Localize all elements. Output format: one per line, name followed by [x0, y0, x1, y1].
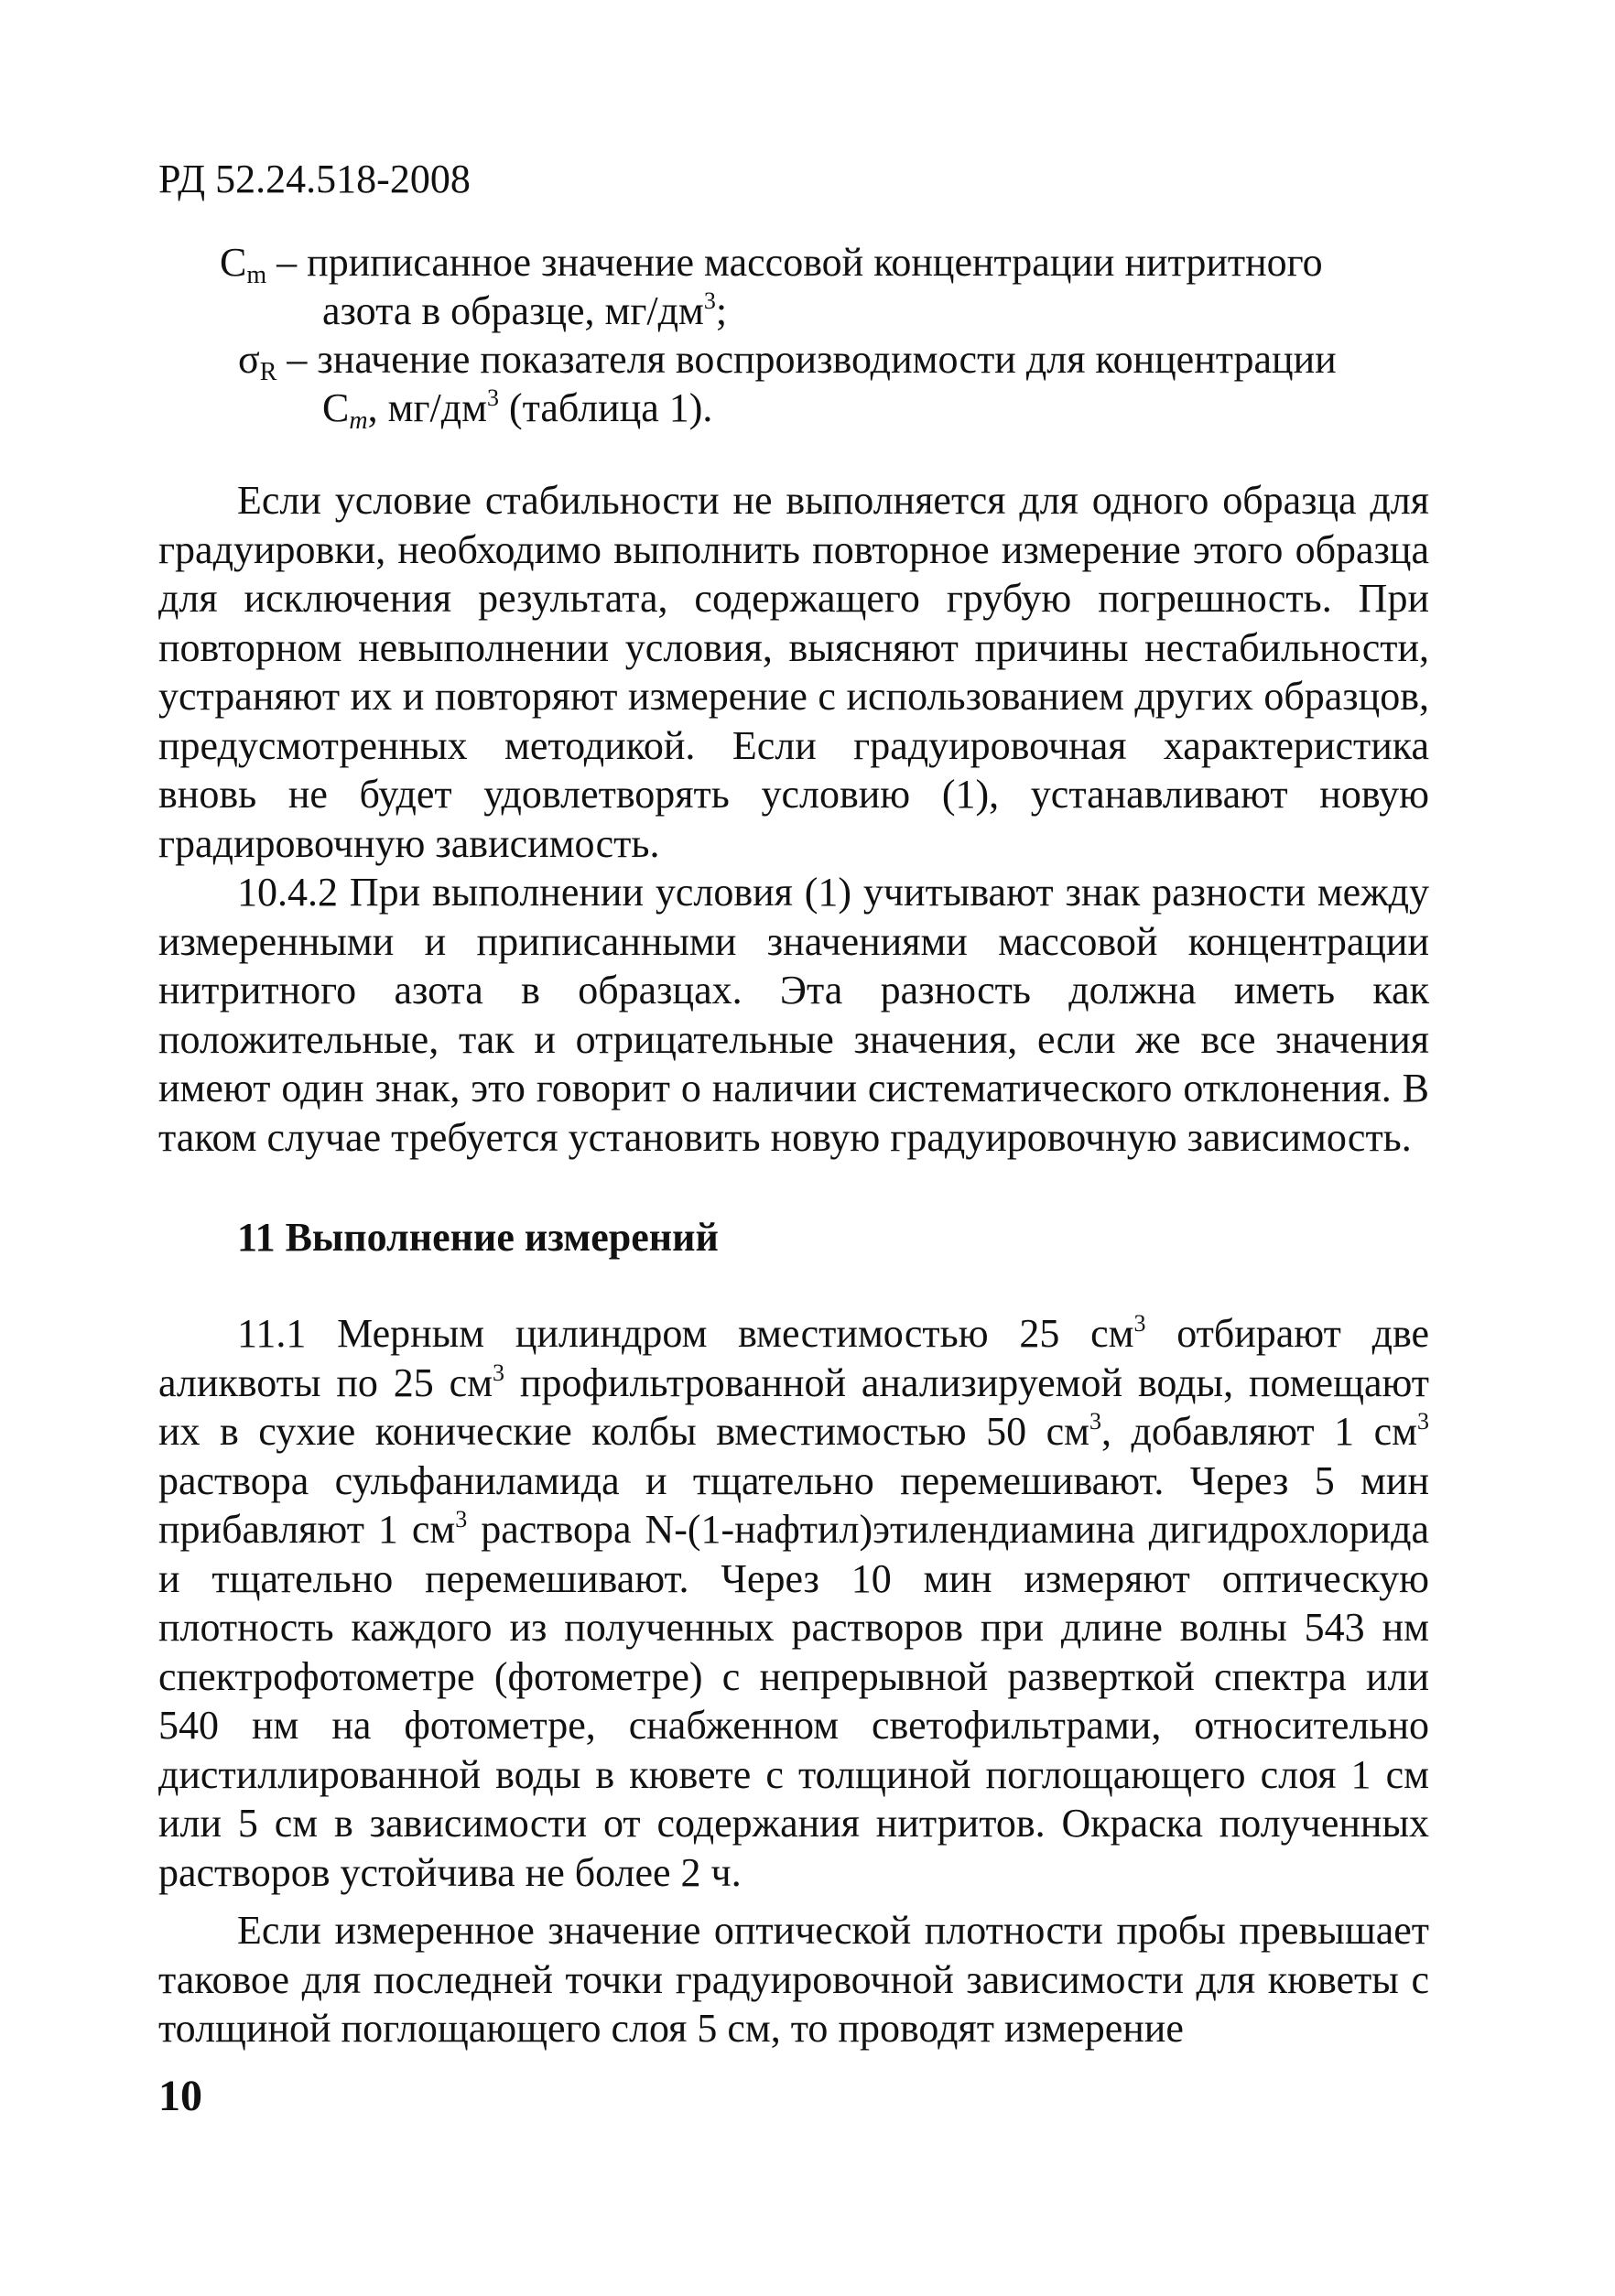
main-text	[158, 476, 1429, 2053]
definition-cm: $C_m$ – приписанное значение массовой концентрации нитритного азота в образце, $мг/дм^3$;	[220, 238, 1428, 335]
section-heading: 11 Выполнение измерений	[237, 1215, 719, 1260]
paragraph-gap	[158, 1897, 1429, 1906]
variable-definitions	[220, 238, 1428, 435]
page-number: 10	[158, 2072, 202, 2120]
paragraph-10-4-2: 10.4.2 При выполнении условия (1) учитывают знак разности между измеренными и приписанными значениями массовой концентрации нитритного азота в образцах. Эта разность должна иметь как положительные, так и отрицательные значения, если же все значения имеют один знак, это говорит о наличии систематического отклонения. В таком случае требуется установить новую градуировочную зависимость.	[158, 870, 1429, 1160]
document-code-header: РД 52.24.518-2008	[158, 157, 471, 201]
symbol-cm: $C_m$	[220, 240, 267, 289]
definition-cm-cont: азота в образце, $мг/дм^3$;	[322, 287, 728, 333]
definition-sigma-cont: $C_m$, $мг/дм^3$ (таблица 1).	[322, 384, 713, 435]
paragraph-stability: Если условие стабильности не выполняется для одного образца для градуировки, необходимо выполнить повторное измерение этого образца для исключения результата, содержащего грубую погрешность. При повторном невыполнении условия, выясняют причины нестабильности, устраняют их и повторяют измерение с использованием других образцов, предусмотренных методикой. Если градуировочная характеристика вновь не будет удовлетворять условию (1), устанавливают новую градировочную зависимость.	[158, 478, 1429, 866]
definition-sigma-text: значение показателя воспроизводимости для концентрации	[317, 337, 1337, 382]
definition-sigma: $\sigma_R$ – значение показателя воспроизводимости для концентрации $C_m$, $мг/дм^3$ (таблица 1).	[220, 335, 1428, 432]
definition-cm-text: приписанное значение массовой концентрации нитритного	[307, 240, 1323, 285]
paragraph-optical-density: Если измеренное значение оптической плотности пробы превышает таковое для последней точки градуировочной зависимости для кюветы с толщиной поглощающего слоя 5 см, то проводят измерение	[158, 1908, 1429, 2051]
paragraph-11-1: 11.1 Мерным цилиндром вместимостью 25 $см^3$ отбирают две аликвоты по 25 $см^3$ профильтрованной анализируемой воды, помещают их в сухие конические колбы вместимостью 50 $см^3$, добавляют 1 $см^3$ раствора сульфаниламида и тщательно перемешивают. Через 5 мин прибавляют 1 $см^3$ раствора N-(1-нафтил)этилендиамина дигидрохлорида и тщательно перемешивают. Через 10 мин измеряют оптическую плотность каждого из полученных растворов при длине волны 543 нм спектрофотометре (фотометре) с непрерывной разверткой спектра или 540 нм на фотометре, снабженном светофильтрами, относительно дистиллированной воды в кювете с толщиной поглощающего слоя 1 см или 5 см в зависимости от содержания нитритов. Окраска полученных растворов устойчива не более 2 ч.	[158, 1310, 1429, 1895]
symbol-sigma: $\sigma_R$	[238, 337, 277, 386]
